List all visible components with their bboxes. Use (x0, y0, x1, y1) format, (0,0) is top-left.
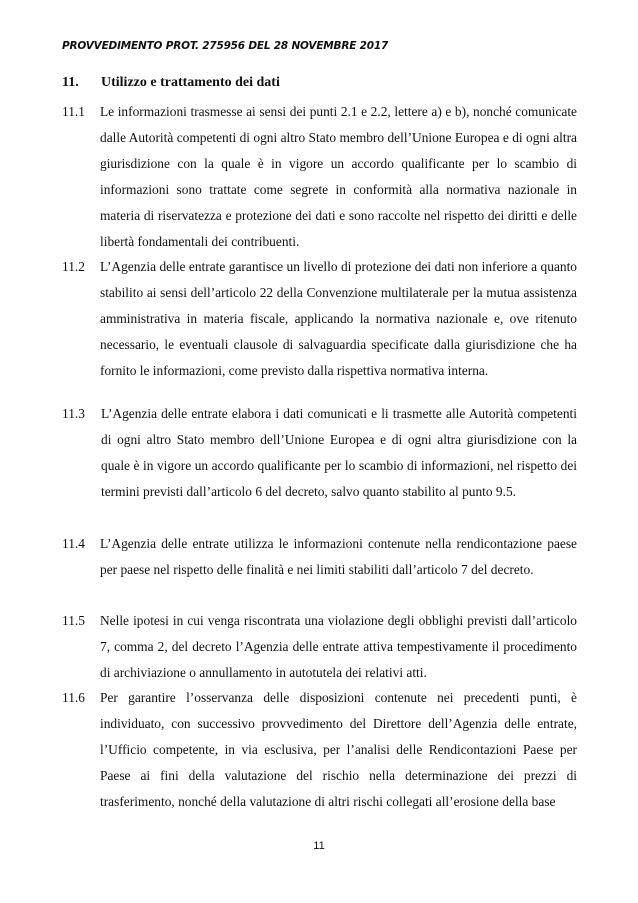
paragraph-11-3 (62, 401, 577, 505)
section-heading (62, 75, 280, 91)
section-number: 11. (62, 75, 79, 90)
paragraph-number: 11.3 (62, 406, 85, 421)
section-title: Utilizzo e trattamento dei dati (101, 75, 280, 90)
paragraph-number: 11.4 (62, 536, 85, 551)
page-header: PROVVEDIMENTO PROT. 275956 DEL 28 NOVEMBRE 2017 (62, 40, 389, 52)
paragraph-text: Per garantire l’osservanza delle disposizioni contenute nei precedenti punti, è individuato, con successivo provvedimento del Direttore dell’Agenzia delle entrate, l’Ufficio competente, in via esclusiva, per l’analisi delle Rendicontazioni Paese per Paese ai fini della valutazione del rischio nella determinazione dei prezzi di trasferimento, nonché della valutazione di altri rischi collegati all’erosione della base (100, 690, 577, 809)
paragraph-number: 11.1 (62, 104, 85, 119)
paragraph-text: Nelle ipotesi in cui venga riscontrata una violazione degli obblighi previsti dall’articolo 7, comma 2, del decreto l’Agenzia delle entrate attiva tempestivamente il procedimento di archiviazione o annullamento in autotutela dei relativi atti. (100, 613, 577, 680)
paragraph-text: L’Agenzia delle entrate elabora i dati comunicati e li trasmette alle Autorità competenti di ogni altro Stato membro dell’Unione Europea e di ogni altra giurisdizione con la quale è in vigore un accordo qualificante per lo scambio di informazioni, nel rispetto dei termini previsti dall’articolo 6 del decreto, salvo quanto stabilito al punto 9.5. (101, 406, 577, 499)
paragraph-number: 11.6 (62, 690, 85, 705)
paragraph-11-5 (62, 608, 577, 686)
page-number: 11 (313, 840, 325, 852)
paragraph-text: L’Agenzia delle entrate utilizza le informazioni contenute nella rendicontazione paese per paese nel rispetto delle finalità e nei limiti stabiliti dall’articolo 7 del decreto. (100, 536, 577, 577)
paragraph-11-2 (62, 254, 577, 384)
paragraph-11-6 (62, 685, 577, 815)
paragraph-11-1 (62, 99, 577, 255)
paragraph-text: L’Agenzia delle entrate garantisce un livello di protezione dei dati non inferiore a quanto stabilito ai sensi dell’articolo 22 della Convenzione multilaterale per la mutua assistenza amministrativa in materia fiscale, applicando la normativa nazionale e, ove ritenuto necessario, le eventuali clausole di salvaguardia specificate dalla giurisdizione che ha fornito le informazioni, come previsto dalla rispettiva normativa interna. (100, 259, 577, 378)
paragraph-number: 11.5 (62, 613, 85, 628)
paragraph-number: 11.2 (62, 259, 85, 274)
paragraph-text: Le informazioni trasmesse ai sensi dei punti 2.1 e 2.2, lettere a) e b), nonché comunicate dalle Autorità competenti di ogni altro Stato membro dell’Unione Europea e di ogni altra giurisdizione con la quale è in vigore un accordo qualificante per lo scambio di informazioni sono trattate come segrete in conformità alla normativa nazionale in materia di riservatezza e protezione dei dati e sono raccolte nel rispetto dei diritti e delle libertà fondamentali dei contribuenti. (100, 104, 577, 249)
paragraph-11-4 (62, 531, 577, 583)
